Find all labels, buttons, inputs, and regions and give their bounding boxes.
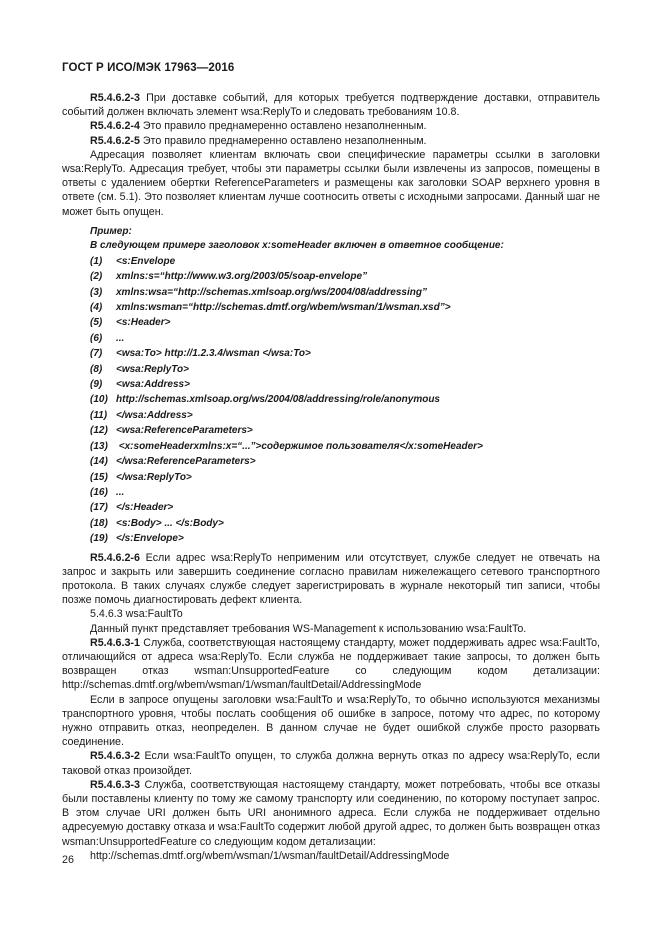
line-number: (7) bbox=[90, 348, 103, 360]
line-code: </wsa:ReferenceParameters> bbox=[116, 456, 256, 468]
line-code: xmlns:wsa=“http://schemas.xmlsoap.org/ws/2004/08/addressing” bbox=[116, 286, 427, 298]
line-code: xmlns:wsman=“http://schemas.dmtf.org/wbem/wsman/1/wsman.xsd”> bbox=[116, 302, 451, 314]
line-code: </wsa:Address> bbox=[116, 409, 193, 421]
page-number: 26 bbox=[62, 854, 74, 866]
paragraph-text: Если адрес wsa:ReplyTo неприменим или отсутствует, службе следует не отвечать на запрос и закрыть или завершить соединение согласно правилам нижележащего сетевого транспортного протокола. В таких случаях службе следует зарегистрировать в журнале некоторый тип записи, чтобы позже помочь диагностировать дефект клиента. bbox=[62, 551, 600, 607]
code-line bbox=[90, 315, 600, 330]
line-code: ... bbox=[116, 332, 125, 344]
line-code: http://schemas.xmlsoap.org/ws/2004/08/addressing/role/anonymous bbox=[116, 394, 440, 406]
code-line bbox=[90, 470, 600, 485]
line-number: (1) bbox=[90, 255, 103, 267]
code-line bbox=[90, 500, 600, 515]
code-line bbox=[90, 362, 600, 377]
paragraph-addressing bbox=[62, 148, 600, 219]
paragraph-r5-4-6-3-1 bbox=[62, 636, 600, 693]
line-code: </s:Envelope> bbox=[116, 533, 184, 545]
line-number: (14) bbox=[90, 456, 108, 468]
line-number: (13) bbox=[90, 440, 108, 452]
paragraph-url bbox=[62, 849, 600, 863]
requirement-label: R5.4.6.2-3 bbox=[90, 92, 140, 104]
paragraph-text: Если в запросе опущены заголовки wsa:FaultTo и wsa:ReplyTo, то обычно используются механизмы транспортного уровня, чтобы послать сообщения об ошибке в запросе, потому что адрес, по которому нужно отправить отказ, неопределен. В данном случае не будет ошибкой службе просто разорвать соединение. bbox=[62, 693, 600, 749]
paragraph-text: Это правило преднамеренно оставлено незаполненным. bbox=[139, 120, 427, 133]
paragraph-r5-4-6-3-3 bbox=[62, 778, 600, 849]
code-line bbox=[90, 516, 600, 531]
line-code: <s:Body> ... </s:Body> bbox=[116, 517, 224, 529]
requirement-label: R5.4.6.3-2 bbox=[90, 750, 140, 763]
paragraph-text: Это правило преднамеренно оставлено незаполненным. bbox=[139, 134, 427, 147]
paragraph-text: При доставке событий, для которых требуется подтверждение доставки, отправитель событий должен включать элемент wsa:ReplyTo и следовать требованиям 10.8. bbox=[62, 92, 600, 119]
line-code: <wsa:Address> bbox=[116, 379, 190, 391]
line-number: (10) bbox=[90, 394, 108, 406]
paragraph-r5-4-6-3-2 bbox=[62, 749, 600, 777]
line-code: xmlns:s=“http://www.w3.org/2003/05/soap-envelope” bbox=[116, 271, 368, 283]
line-code: <wsa:ReplyTo> bbox=[116, 363, 189, 375]
paragraph-text: Служба, соответствующая настоящему стандарту, может потребовать, чтобы все отказы были поставлены клиенту по тому же самому транспорту или соединению, по которому поступает запрос. В этом случае URI должен быть URI анонимного адреса. Если служба не поддерживает отдельно адресуемую доставку отказа и wsa:FaultTo содержит любой другой адрес, то должен быть возвращен отказ wsman:UnsupportedFeature со следующим кодом детализации: bbox=[62, 778, 600, 848]
example-code-block bbox=[62, 254, 600, 547]
code-line bbox=[90, 439, 600, 454]
line-number: (19) bbox=[90, 533, 108, 545]
page-body bbox=[62, 91, 600, 863]
line-code: <s:Envelope bbox=[116, 255, 176, 267]
section-heading-5-4-6-3 bbox=[62, 607, 600, 621]
requirement-label: R5.4.6.2-4 bbox=[90, 120, 140, 133]
line-number: (2) bbox=[90, 271, 103, 283]
line-code: ... bbox=[116, 486, 125, 498]
line-number: (17) bbox=[90, 502, 108, 514]
requirement-label: R5.4.6.2-5 bbox=[90, 134, 140, 147]
line-number: (15) bbox=[90, 471, 108, 483]
code-line bbox=[90, 269, 600, 284]
code-line bbox=[90, 346, 600, 361]
paragraph-r5-4-6-2-6 bbox=[62, 551, 600, 608]
line-code: <wsa:To> http://1.2.3.4/wsman </wsa:To> bbox=[116, 348, 311, 360]
paragraph-transport-errors bbox=[62, 693, 600, 750]
code-line bbox=[90, 423, 600, 438]
line-code: <wsa:ReferenceParameters> bbox=[116, 425, 253, 437]
paragraph-r5-4-6-2-4 bbox=[62, 119, 600, 133]
line-number: (11) bbox=[90, 409, 108, 421]
code-line bbox=[90, 531, 600, 546]
paragraph-text: Если wsa:FaultTo опущен, то служба должна вернуть отказ по адресу wsa:ReplyTo, если таковой отказ произойдет. bbox=[62, 750, 600, 777]
line-code: </wsa:ReplyTo> bbox=[116, 471, 192, 483]
example-intro: В следующем примере заголовок x:someHeader включен в ответное сообщение: bbox=[90, 240, 504, 252]
code-line bbox=[90, 300, 600, 315]
example-title: Пример: bbox=[90, 225, 132, 237]
requirement-label: R5.4.6.2-6 bbox=[90, 551, 140, 564]
requirement-label: R5.4.6.3-3 bbox=[90, 778, 140, 791]
line-number: (3) bbox=[90, 286, 103, 298]
line-number: (12) bbox=[90, 425, 108, 437]
paragraph-faultto-intro bbox=[62, 622, 600, 636]
line-code: </s:Header> bbox=[116, 502, 174, 514]
line-code: <s:Header> bbox=[116, 317, 171, 329]
line-number: (18) bbox=[90, 517, 108, 529]
paragraph-r5-4-6-2-3 bbox=[62, 91, 600, 119]
code-line bbox=[90, 408, 600, 423]
line-number: (6) bbox=[90, 332, 103, 344]
code-line bbox=[90, 331, 600, 346]
document-header: ГОСТ Р ИСО/МЭК 17963—2016 bbox=[62, 62, 235, 74]
paragraph-text: Адресация позволяет клиентам включать свои специфические параметры ссылки в заголовки wsa:ReplyTo. Адресация требует, чтобы эти параметры ссылки были извлечены из запросов, помещены в ответы с удалением обертки ReferenceParameters и размещены как заголовки SOAP верхнего уровня в ответе (см. 5.1). Это позволяет клиентам лучше соотносить ответы с исходными запросами. Данный шаг не может быть опущен. bbox=[62, 148, 600, 218]
paragraph-text: Данный пункт представляет требования WS-Management к использованию wsa:FaultTo. bbox=[90, 622, 527, 635]
code-line bbox=[90, 454, 600, 469]
line-code: <x:someHeaderxmlns:x=“...”>содержимое пользователя</x:someHeader> bbox=[116, 440, 483, 452]
code-line bbox=[90, 285, 600, 300]
paragraph-r5-4-6-2-5 bbox=[62, 134, 600, 148]
paragraph-text: 5.4.6.3 wsa:FaultTo bbox=[90, 608, 183, 621]
paragraph-text: http://schemas.dmtf.org/wbem/wsman/1/wsman/faultDetail/AddressingMode bbox=[90, 849, 450, 862]
paragraph-text: Служба, соответствующая настоящему стандарту, может поддерживать адрес wsa:FaultTo, отличающийся от адреса wsa:ReplyTo. Если служба не поддерживает такие запросы, то должен быть возвращен отказ wsman:UnsupportedFeature со следующим кодом детализации: http://schemas.dmtf.org/wbem/wsman/1/wsman/faultDetail/AddressingMode bbox=[62, 636, 600, 692]
line-number: (8) bbox=[90, 363, 103, 375]
requirement-label: R5.4.6.3-1 bbox=[90, 636, 140, 649]
code-line bbox=[90, 392, 600, 407]
code-line bbox=[90, 485, 600, 500]
line-number: (5) bbox=[90, 317, 103, 329]
line-number: (4) bbox=[90, 302, 103, 314]
line-number: (16) bbox=[90, 486, 108, 498]
line-number: (9) bbox=[90, 379, 103, 391]
code-line bbox=[90, 254, 600, 269]
code-line bbox=[90, 377, 600, 392]
